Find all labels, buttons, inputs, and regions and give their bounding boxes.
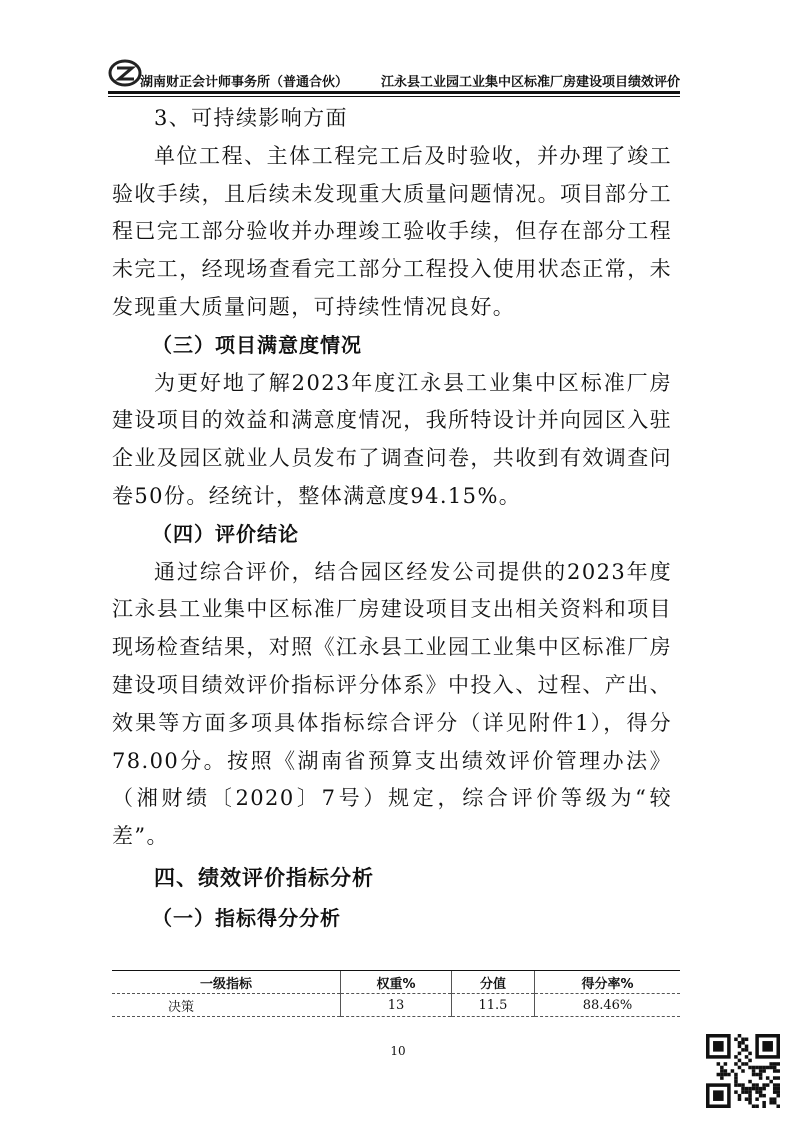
table-header-cell: 一级指标	[112, 971, 341, 994]
header-rule-thin	[108, 96, 680, 97]
score-heading: （一）指标得分分析	[152, 905, 341, 930]
table-header-cell: 分值	[451, 971, 534, 994]
table-cell: 决策	[112, 994, 341, 1017]
table-header-cell: 权重%	[341, 971, 452, 994]
table-cell: 88.46%	[534, 994, 680, 1017]
firm-logo-icon	[108, 58, 144, 88]
satisfaction-paragraph: 为更好地了解2023年度江永县工业集中区标准厂房建设项目的效益和满意度情况，我所特设计并向园区入驻企业及园区就业人员发布了调查问卷，共收到有效调查问卷50份。经统计，整体满意度94.15%。	[112, 370, 672, 508]
page-header	[108, 58, 680, 92]
table-cell: 13	[341, 994, 452, 1017]
page-number: 10	[390, 1044, 406, 1058]
table-header-row	[112, 971, 680, 994]
analysis-heading: 四、绩效评价指标分析	[154, 865, 374, 890]
header-rule-thick	[108, 91, 680, 94]
project-title: 江永县工业园工业集中区标准厂房建设项目绩效评价	[380, 75, 680, 90]
section3-paragraph: 单位工程、主体工程完工后及时验收，并办理了竣工验收手续，且后续未发现重大质量问题情况。项目部分工程已完工部分验收并办理竣工验收手续，但存在部分工程未完工，经现场查看完工部分工程投入使用状态正常，未发现重大质量问题，可持续性情况良好。	[112, 143, 672, 319]
conclusion-heading: （四）评价结论	[152, 521, 299, 546]
table-cell: 11.5	[451, 994, 534, 1017]
table-header-cell: 得分率%	[534, 971, 680, 994]
section3-title: 3、可持续影响方面	[154, 106, 348, 130]
conclusion-paragraph: 通过综合评价，结合园区经发公司提供的2023年度江永县工业集中区标准厂房建设项目支出相关资料和项目现场检查结果，对照《江永县工业园工业集中区标准厂房建设项目绩效评价指标评分体系》中投入、过程、产出、效果等方面多项具体指标综合评分（详见附件1），得分78.00分。按照《湖南省预算支出绩效评价管理办法》（湘财绩〔2020〕7号）规定，综合评价等级为“较差”。	[112, 559, 672, 849]
document-body	[112, 100, 672, 938]
table-row	[112, 994, 680, 1017]
score-table	[112, 970, 680, 1017]
firm-name: 湖南财正会计师事务所（普通合伙）	[140, 75, 349, 90]
satisfaction-heading: （三）项目满意度情况	[152, 332, 362, 357]
qr-code-icon	[706, 1034, 780, 1108]
